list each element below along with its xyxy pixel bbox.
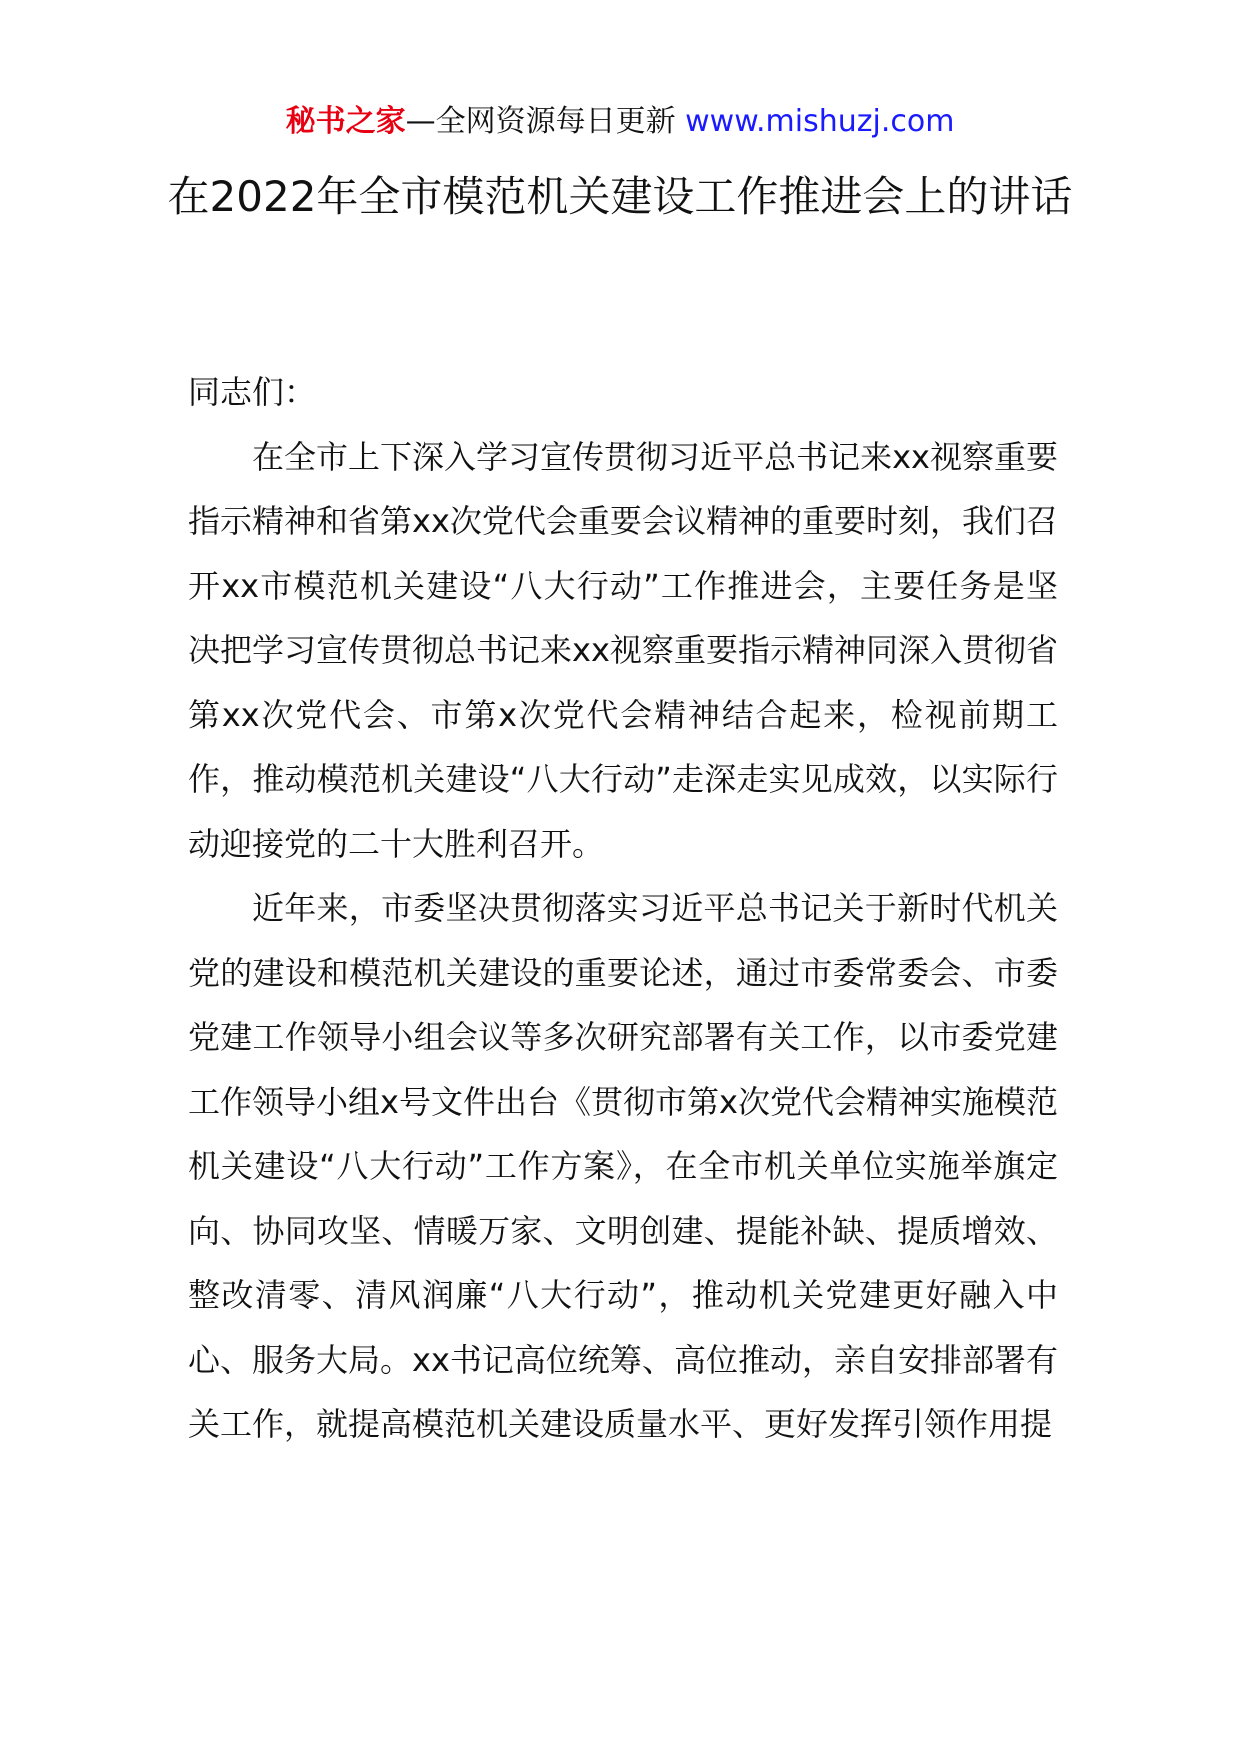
header-tagline: —全网资源每日更新 xyxy=(405,104,686,139)
site-header xyxy=(0,100,1240,144)
paragraph: 近年来，市委坚决贯彻落实习近平总书记关于新时代机关党的建设和模范机关建设的重要论述，通过市委常委会、市委党建工作领导小组会议等多次研究部署有关工作，以市委党建工作领导小组x号文件出台《贯彻市第x次党代会精神实施模范机关建设“八大行动”工作方案》，在全市机关单位实施举旗定向、协同攻坚、情暖万家、文明创建、提能补缺、提质增效、整改清零、清风润廉“八大行动”，推动机关党建更好融入中心、服务大局。xx书记高位统筹、高位推动，亲自安排部署有关工作，就提高模范机关建设质量水平、更好发挥引领作用提 xyxy=(188,889,1058,1443)
salutation: 同志们： xyxy=(188,373,317,411)
document-title: 在2022年全市模范机关建设工作推进会上的讲话 xyxy=(167,172,1073,221)
brand-name: 秘书之家 xyxy=(285,104,406,139)
site-url-link[interactable]: www.mishuzj.com xyxy=(685,104,955,139)
document-body xyxy=(188,360,1058,1457)
paragraph: 在全市上下深入学习宣传贯彻习近平总书记来xx视察重要指示精神和省第xx次党代会重要会议精神的重要时刻，我们召开xx市模范机关建设“八大行动”工作推进会，主要任务是坚决把学习宣传贯彻总书记来xx视察重要指示精神同深入贯彻省第xx次党代会、市第x次党代会精神结合起来，检视前期工作，推动模范机关建设“八大行动”走深走实见成效，以实际行动迎接党的二十大胜利召开。 xyxy=(188,437,1058,863)
